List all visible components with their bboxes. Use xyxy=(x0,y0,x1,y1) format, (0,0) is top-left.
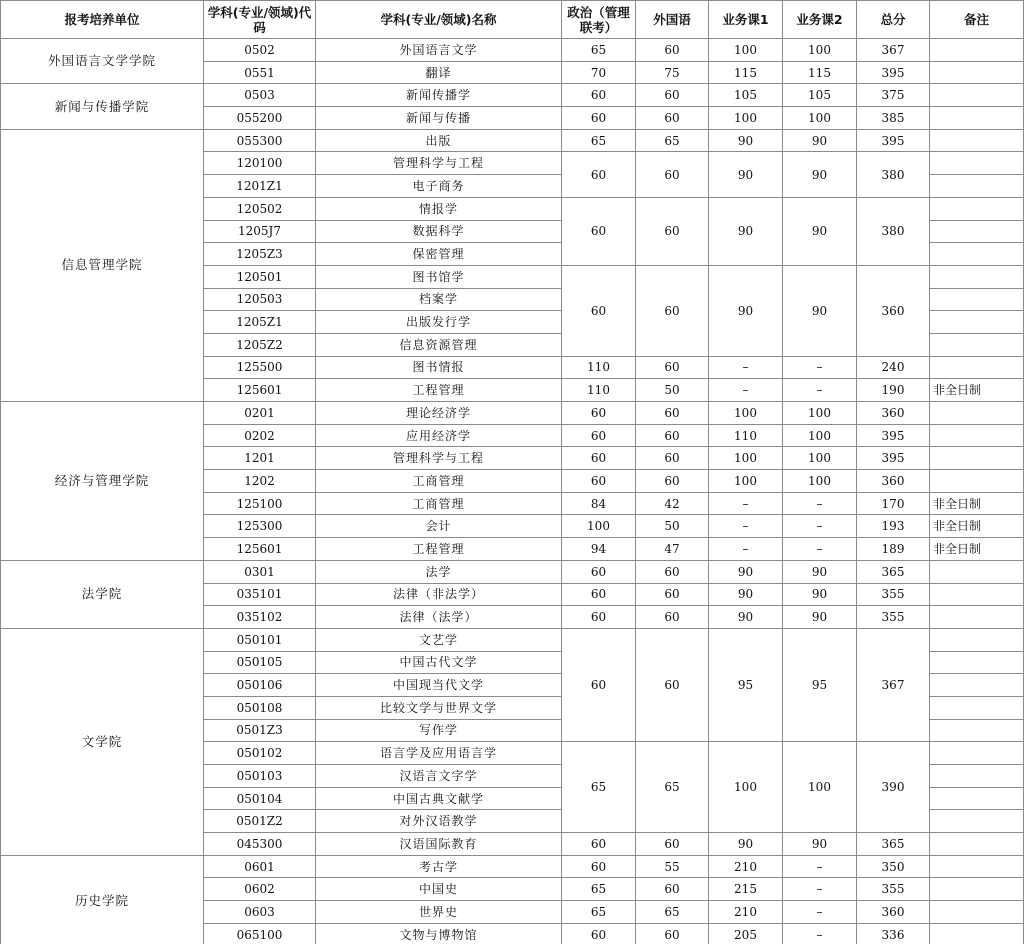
total-cell: 365 xyxy=(857,833,930,856)
course1-cell: 215 xyxy=(709,878,783,901)
total-cell: 193 xyxy=(857,515,930,538)
header-unit: 报考培养单位 xyxy=(1,1,204,39)
table-row xyxy=(1,628,1024,651)
course2-cell: 100 xyxy=(783,107,857,130)
course1-cell: 100 xyxy=(709,402,783,425)
course2-cell: 100 xyxy=(783,39,857,62)
major-name-cell: 应用经济学 xyxy=(316,424,562,447)
major-name-cell: 电子商务 xyxy=(316,175,562,198)
total-cell: 355 xyxy=(857,583,930,606)
note-cell: 非全日制 xyxy=(930,515,1024,538)
code-cell: 1205Z3 xyxy=(204,243,316,266)
total-cell: 360 xyxy=(857,265,930,356)
course1-cell: 100 xyxy=(709,39,783,62)
note-cell xyxy=(930,197,1024,220)
course2-cell: – xyxy=(783,901,857,924)
header-note: 备注 xyxy=(930,1,1024,39)
total-cell: 380 xyxy=(857,197,930,265)
course2-cell: 90 xyxy=(783,197,857,265)
course2-cell: 90 xyxy=(783,152,857,197)
course2-cell: 90 xyxy=(783,606,857,629)
code-cell: 0603 xyxy=(204,901,316,924)
course2-cell: – xyxy=(783,855,857,878)
note-cell xyxy=(930,175,1024,198)
total-cell: 390 xyxy=(857,742,930,833)
major-name-cell: 中国古代文学 xyxy=(316,651,562,674)
course1-cell: 210 xyxy=(709,855,783,878)
note-cell xyxy=(930,651,1024,674)
major-name-cell: 工商管理 xyxy=(316,470,562,493)
politics-cell: 60 xyxy=(562,470,636,493)
course1-cell: – xyxy=(709,379,783,402)
course2-cell: 105 xyxy=(783,84,857,107)
note-cell xyxy=(930,765,1024,788)
foreign-cell: 60 xyxy=(636,447,709,470)
note-cell xyxy=(930,288,1024,311)
foreign-cell: 60 xyxy=(636,356,709,379)
foreign-cell: 47 xyxy=(636,538,709,561)
header-name: 学科(专业/领域)名称 xyxy=(316,1,562,39)
note-cell: 非全日制 xyxy=(930,379,1024,402)
politics-cell: 65 xyxy=(562,742,636,833)
politics-cell: 70 xyxy=(562,61,636,84)
major-name-cell: 出版 xyxy=(316,129,562,152)
note-cell xyxy=(930,810,1024,833)
header-politics: 政治（管理联考） xyxy=(562,1,636,39)
foreign-cell: 55 xyxy=(636,855,709,878)
course1-cell: 90 xyxy=(709,833,783,856)
foreign-cell: 65 xyxy=(636,901,709,924)
code-cell: 120502 xyxy=(204,197,316,220)
politics-cell: 94 xyxy=(562,538,636,561)
note-cell xyxy=(930,628,1024,651)
politics-cell: 65 xyxy=(562,39,636,62)
course2-cell: 90 xyxy=(783,265,857,356)
politics-cell: 110 xyxy=(562,356,636,379)
major-name-cell: 汉语国际教育 xyxy=(316,833,562,856)
code-cell: 1205Z1 xyxy=(204,311,316,334)
foreign-cell: 50 xyxy=(636,379,709,402)
course2-cell: 100 xyxy=(783,402,857,425)
major-name-cell: 文物与博物馆 xyxy=(316,923,562,944)
major-name-cell: 法律（非法学） xyxy=(316,583,562,606)
foreign-cell: 60 xyxy=(636,878,709,901)
code-cell: 055300 xyxy=(204,129,316,152)
note-cell xyxy=(930,696,1024,719)
note-cell xyxy=(930,560,1024,583)
course1-cell: – xyxy=(709,492,783,515)
course1-cell: 110 xyxy=(709,424,783,447)
course2-cell: 95 xyxy=(783,628,857,741)
note-cell xyxy=(930,107,1024,130)
politics-cell: 100 xyxy=(562,515,636,538)
note-cell xyxy=(930,878,1024,901)
note-cell xyxy=(930,833,1024,856)
course1-cell: – xyxy=(709,538,783,561)
major-name-cell: 中国古典文献学 xyxy=(316,787,562,810)
major-name-cell: 翻译 xyxy=(316,61,562,84)
major-name-cell: 图书情报 xyxy=(316,356,562,379)
course1-cell: 100 xyxy=(709,742,783,833)
course1-cell: 105 xyxy=(709,84,783,107)
major-name-cell: 图书馆学 xyxy=(316,265,562,288)
code-cell: 120100 xyxy=(204,152,316,175)
foreign-cell: 65 xyxy=(636,129,709,152)
code-cell: 125100 xyxy=(204,492,316,515)
code-cell: 0503 xyxy=(204,84,316,107)
politics-cell: 60 xyxy=(562,923,636,944)
course2-cell: – xyxy=(783,923,857,944)
total-cell: 170 xyxy=(857,492,930,515)
note-cell xyxy=(930,447,1024,470)
total-cell: 350 xyxy=(857,855,930,878)
course2-cell: – xyxy=(783,515,857,538)
code-cell: 050103 xyxy=(204,765,316,788)
politics-cell: 65 xyxy=(562,901,636,924)
course1-cell: 90 xyxy=(709,152,783,197)
major-name-cell: 管理科学与工程 xyxy=(316,447,562,470)
politics-cell: 65 xyxy=(562,129,636,152)
major-name-cell: 写作学 xyxy=(316,719,562,742)
table-row xyxy=(1,39,1024,62)
politics-cell: 60 xyxy=(562,560,636,583)
table-row xyxy=(1,560,1024,583)
unit-cell: 文学院 xyxy=(1,628,204,855)
code-cell: 0502 xyxy=(204,39,316,62)
course2-cell: 90 xyxy=(783,583,857,606)
major-name-cell: 管理科学与工程 xyxy=(316,152,562,175)
major-name-cell: 考古学 xyxy=(316,855,562,878)
note-cell xyxy=(930,61,1024,84)
politics-cell: 60 xyxy=(562,265,636,356)
total-cell: 385 xyxy=(857,107,930,130)
politics-cell: 60 xyxy=(562,583,636,606)
code-cell: 050108 xyxy=(204,696,316,719)
major-name-cell: 保密管理 xyxy=(316,243,562,266)
header-total: 总分 xyxy=(857,1,930,39)
total-cell: 395 xyxy=(857,447,930,470)
note-cell xyxy=(930,39,1024,62)
major-name-cell: 新闻与传播 xyxy=(316,107,562,130)
note-cell xyxy=(930,606,1024,629)
total-cell: 395 xyxy=(857,129,930,152)
foreign-cell: 60 xyxy=(636,265,709,356)
code-cell: 120503 xyxy=(204,288,316,311)
course2-cell: – xyxy=(783,492,857,515)
note-cell xyxy=(930,311,1024,334)
major-name-cell: 文艺学 xyxy=(316,628,562,651)
foreign-cell: 60 xyxy=(636,583,709,606)
code-cell: 050101 xyxy=(204,628,316,651)
foreign-cell: 60 xyxy=(636,402,709,425)
total-cell: 395 xyxy=(857,424,930,447)
code-cell: 0301 xyxy=(204,560,316,583)
note-cell xyxy=(930,356,1024,379)
foreign-cell: 42 xyxy=(636,492,709,515)
politics-cell: 110 xyxy=(562,379,636,402)
table-row xyxy=(1,855,1024,878)
code-cell: 055200 xyxy=(204,107,316,130)
note-cell xyxy=(930,424,1024,447)
course1-cell: – xyxy=(709,356,783,379)
total-cell: 367 xyxy=(857,628,930,741)
note-cell xyxy=(930,243,1024,266)
course1-cell: 205 xyxy=(709,923,783,944)
code-cell: 050104 xyxy=(204,787,316,810)
note-cell xyxy=(930,719,1024,742)
course1-cell: 90 xyxy=(709,265,783,356)
code-cell: 035102 xyxy=(204,606,316,629)
major-name-cell: 新闻传播学 xyxy=(316,84,562,107)
note-cell xyxy=(930,855,1024,878)
politics-cell: 84 xyxy=(562,492,636,515)
header-course1: 业务课1 xyxy=(709,1,783,39)
code-cell: 035101 xyxy=(204,583,316,606)
note-cell xyxy=(930,470,1024,493)
code-cell: 0602 xyxy=(204,878,316,901)
major-name-cell: 理论经济学 xyxy=(316,402,562,425)
note-cell xyxy=(930,333,1024,356)
course2-cell: 100 xyxy=(783,424,857,447)
total-cell: 360 xyxy=(857,470,930,493)
note-cell xyxy=(930,742,1024,765)
course2-cell: – xyxy=(783,379,857,402)
code-cell: 0551 xyxy=(204,61,316,84)
total-cell: 365 xyxy=(857,560,930,583)
major-name-cell: 会计 xyxy=(316,515,562,538)
code-cell: 0501Z2 xyxy=(204,810,316,833)
politics-cell: 60 xyxy=(562,855,636,878)
major-name-cell: 情报学 xyxy=(316,197,562,220)
major-name-cell: 语言学及应用语言学 xyxy=(316,742,562,765)
foreign-cell: 65 xyxy=(636,742,709,833)
course2-cell: 100 xyxy=(783,470,857,493)
course2-cell: 90 xyxy=(783,560,857,583)
major-name-cell: 对外汉语教学 xyxy=(316,810,562,833)
total-cell: 190 xyxy=(857,379,930,402)
course1-cell: 100 xyxy=(709,470,783,493)
code-cell: 065100 xyxy=(204,923,316,944)
politics-cell: 60 xyxy=(562,402,636,425)
note-cell xyxy=(930,402,1024,425)
total-cell: 336 xyxy=(857,923,930,944)
major-name-cell: 出版发行学 xyxy=(316,311,562,334)
course1-cell: 115 xyxy=(709,61,783,84)
total-cell: 375 xyxy=(857,84,930,107)
course1-cell: 90 xyxy=(709,129,783,152)
major-name-cell: 中国史 xyxy=(316,878,562,901)
note-cell xyxy=(930,84,1024,107)
header-course2: 业务课2 xyxy=(783,1,857,39)
course1-cell: 90 xyxy=(709,560,783,583)
course1-cell: 90 xyxy=(709,583,783,606)
total-cell: 355 xyxy=(857,606,930,629)
total-cell: 380 xyxy=(857,152,930,197)
code-cell: 125300 xyxy=(204,515,316,538)
major-name-cell: 比较文学与世界文学 xyxy=(316,696,562,719)
header-row xyxy=(1,1,1024,39)
note-cell: 非全日制 xyxy=(930,538,1024,561)
code-cell: 0201 xyxy=(204,402,316,425)
foreign-cell: 60 xyxy=(636,84,709,107)
foreign-cell: 60 xyxy=(636,197,709,265)
major-name-cell: 外国语言文学 xyxy=(316,39,562,62)
unit-cell: 外国语言文学学院 xyxy=(1,39,204,84)
note-cell xyxy=(930,220,1024,243)
major-name-cell: 工程管理 xyxy=(316,538,562,561)
politics-cell: 60 xyxy=(562,833,636,856)
table-row xyxy=(1,402,1024,425)
course2-cell: – xyxy=(783,538,857,561)
total-cell: 367 xyxy=(857,39,930,62)
code-cell: 1202 xyxy=(204,470,316,493)
foreign-cell: 60 xyxy=(636,470,709,493)
unit-cell: 法学院 xyxy=(1,560,204,628)
unit-cell: 历史学院 xyxy=(1,855,204,944)
major-name-cell: 法律（法学） xyxy=(316,606,562,629)
unit-cell: 信息管理学院 xyxy=(1,129,204,401)
note-cell xyxy=(930,923,1024,944)
header-foreign: 外国语 xyxy=(636,1,709,39)
foreign-cell: 60 xyxy=(636,107,709,130)
note-cell: 非全日制 xyxy=(930,492,1024,515)
total-cell: 360 xyxy=(857,402,930,425)
major-name-cell: 数据科学 xyxy=(316,220,562,243)
course1-cell: 95 xyxy=(709,628,783,741)
foreign-cell: 60 xyxy=(636,833,709,856)
course2-cell: 100 xyxy=(783,447,857,470)
code-cell: 050102 xyxy=(204,742,316,765)
major-name-cell: 汉语言文字学 xyxy=(316,765,562,788)
foreign-cell: 60 xyxy=(636,628,709,741)
total-cell: 355 xyxy=(857,878,930,901)
header-code: 学科(专业/领域)代码 xyxy=(204,1,316,39)
major-name-cell: 工程管理 xyxy=(316,379,562,402)
note-cell xyxy=(930,787,1024,810)
foreign-cell: 60 xyxy=(636,39,709,62)
code-cell: 125601 xyxy=(204,538,316,561)
code-cell: 120501 xyxy=(204,265,316,288)
politics-cell: 60 xyxy=(562,197,636,265)
foreign-cell: 60 xyxy=(636,923,709,944)
course2-cell: 115 xyxy=(783,61,857,84)
code-cell: 125500 xyxy=(204,356,316,379)
major-name-cell: 中国现当代文学 xyxy=(316,674,562,697)
politics-cell: 60 xyxy=(562,606,636,629)
total-cell: 360 xyxy=(857,901,930,924)
course1-cell: 100 xyxy=(709,447,783,470)
code-cell: 1205J7 xyxy=(204,220,316,243)
major-name-cell: 法学 xyxy=(316,560,562,583)
note-cell xyxy=(930,152,1024,175)
note-cell xyxy=(930,583,1024,606)
foreign-cell: 60 xyxy=(636,606,709,629)
foreign-cell: 75 xyxy=(636,61,709,84)
politics-cell: 60 xyxy=(562,424,636,447)
note-cell xyxy=(930,901,1024,924)
politics-cell: 60 xyxy=(562,84,636,107)
course2-cell: – xyxy=(783,356,857,379)
code-cell: 045300 xyxy=(204,833,316,856)
course1-cell: 100 xyxy=(709,107,783,130)
code-cell: 125601 xyxy=(204,379,316,402)
foreign-cell: 60 xyxy=(636,152,709,197)
course1-cell: 90 xyxy=(709,606,783,629)
course2-cell: 90 xyxy=(783,129,857,152)
code-cell: 1205Z2 xyxy=(204,333,316,356)
major-name-cell: 工商管理 xyxy=(316,492,562,515)
table-row xyxy=(1,84,1024,107)
course2-cell: 90 xyxy=(783,833,857,856)
foreign-cell: 60 xyxy=(636,424,709,447)
course1-cell: 90 xyxy=(709,197,783,265)
foreign-cell: 50 xyxy=(636,515,709,538)
politics-cell: 60 xyxy=(562,447,636,470)
total-cell: 395 xyxy=(857,61,930,84)
course2-cell: – xyxy=(783,878,857,901)
unit-cell: 经济与管理学院 xyxy=(1,402,204,561)
code-cell: 1201Z1 xyxy=(204,175,316,198)
course1-cell: – xyxy=(709,515,783,538)
note-cell xyxy=(930,129,1024,152)
course2-cell: 100 xyxy=(783,742,857,833)
course1-cell: 210 xyxy=(709,901,783,924)
code-cell: 050105 xyxy=(204,651,316,674)
major-name-cell: 世界史 xyxy=(316,901,562,924)
politics-cell: 60 xyxy=(562,152,636,197)
unit-cell: 新闻与传播学院 xyxy=(1,84,204,129)
major-name-cell: 信息资源管理 xyxy=(316,333,562,356)
total-cell: 189 xyxy=(857,538,930,561)
politics-cell: 60 xyxy=(562,107,636,130)
note-cell xyxy=(930,265,1024,288)
total-cell: 240 xyxy=(857,356,930,379)
note-cell xyxy=(930,674,1024,697)
politics-cell: 65 xyxy=(562,878,636,901)
table-row xyxy=(1,129,1024,152)
politics-cell: 60 xyxy=(562,628,636,741)
code-cell: 0601 xyxy=(204,855,316,878)
foreign-cell: 60 xyxy=(636,560,709,583)
code-cell: 0501Z3 xyxy=(204,719,316,742)
code-cell: 0202 xyxy=(204,424,316,447)
code-cell: 1201 xyxy=(204,447,316,470)
major-name-cell: 档案学 xyxy=(316,288,562,311)
code-cell: 050106 xyxy=(204,674,316,697)
